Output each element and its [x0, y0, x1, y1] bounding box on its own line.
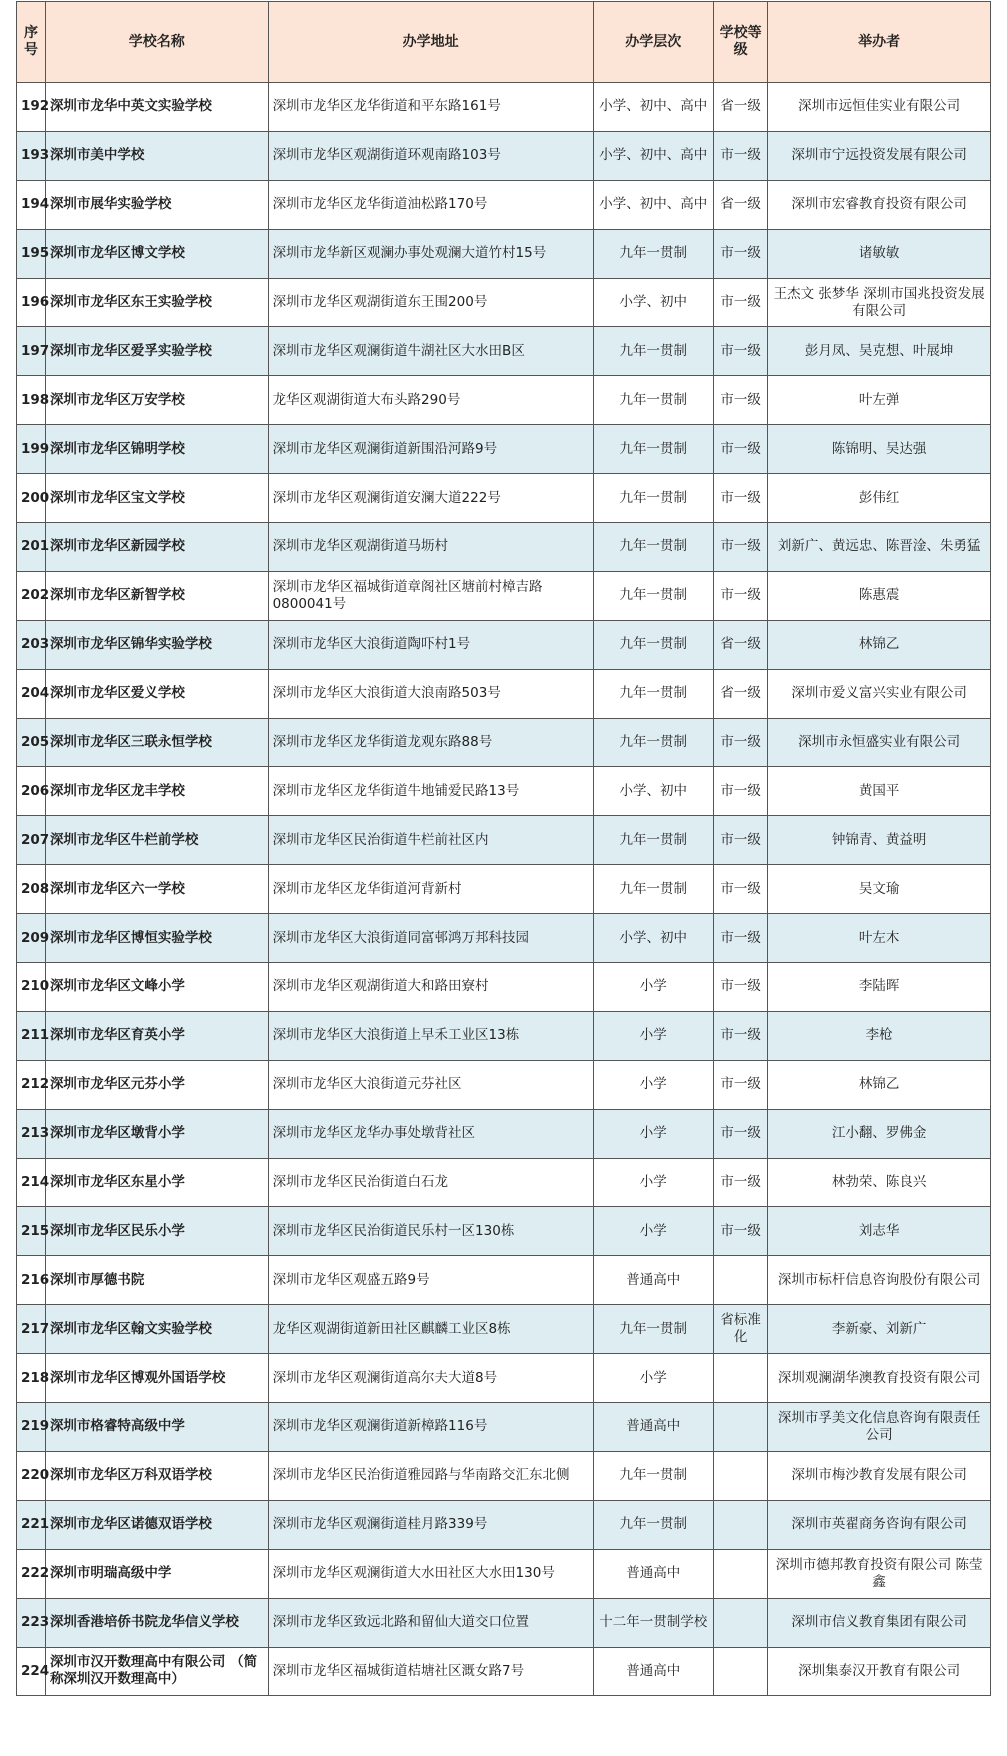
header-grade: 学校等级: [713, 2, 768, 83]
school-level: 小学、初中: [593, 278, 713, 327]
school-organizer: 深圳市梅沙教育发展有限公司: [768, 1451, 991, 1500]
table-row: [17, 1011, 991, 1060]
table-row: [17, 1500, 991, 1549]
row-number: 224: [17, 1647, 46, 1696]
school-name: 深圳市龙华区三联永恒学校: [45, 718, 268, 767]
school-address: 深圳市龙华区大浪街道大浪南路503号: [268, 669, 593, 718]
school-organizer: 深圳观澜湖华澳教育投资有限公司: [768, 1354, 991, 1403]
school-address: 深圳市龙华区观湖街道东王围200号: [268, 278, 593, 327]
row-number: 201: [17, 523, 46, 572]
school-grade: [713, 1598, 768, 1647]
table-row: [17, 83, 991, 132]
table-row: [17, 963, 991, 1012]
school-address: 深圳市龙华区龙华街道牛地铺爱民路13号: [268, 767, 593, 816]
school-level: 小学: [593, 963, 713, 1012]
school-grade: [713, 1647, 768, 1696]
school-name: 深圳市龙华区牛栏前学校: [45, 816, 268, 865]
school-address: 深圳市龙华区龙华街道龙观东路88号: [268, 718, 593, 767]
row-number: 215: [17, 1207, 46, 1256]
school-address: 深圳市龙华区观澜街道桂月路339号: [268, 1500, 593, 1549]
school-level: 九年一贯制: [593, 425, 713, 474]
school-address: 深圳市龙华区大浪街道上早禾工业区13栋: [268, 1011, 593, 1060]
row-number: 207: [17, 816, 46, 865]
school-level: 九年一贯制: [593, 1451, 713, 1500]
school-grade: 市一级: [713, 767, 768, 816]
header-name: 学校名称: [45, 2, 268, 83]
row-number: 210: [17, 963, 46, 1012]
school-organizer: 李陆晖: [768, 963, 991, 1012]
school-grade: 市一级: [713, 1207, 768, 1256]
school-organizer: 深圳市英翟商务咨询有限公司: [768, 1500, 991, 1549]
school-address: 深圳市龙华新区观澜办事处观澜大道竹村15号: [268, 229, 593, 278]
school-address: 深圳市龙华区观盛五路9号: [268, 1256, 593, 1305]
row-number: 216: [17, 1256, 46, 1305]
school-grade: 市一级: [713, 278, 768, 327]
school-address: 深圳市龙华区致远北路和留仙大道交口位置: [268, 1598, 593, 1647]
row-number: 208: [17, 865, 46, 914]
school-level: 九年一贯制: [593, 669, 713, 718]
school-level: 小学: [593, 1011, 713, 1060]
row-number: 220: [17, 1451, 46, 1500]
school-level: 小学、初中: [593, 767, 713, 816]
school-grade: 市一级: [713, 914, 768, 963]
row-number: 193: [17, 131, 46, 180]
school-name: 深圳市龙华区元芬小学: [45, 1060, 268, 1109]
school-grade: 省标准化: [713, 1305, 768, 1354]
school-grade: [713, 1256, 768, 1305]
school-organizer: 林锦乙: [768, 620, 991, 669]
school-organizer: 深圳市信义教育集团有限公司: [768, 1598, 991, 1647]
table-row: [17, 1109, 991, 1158]
school-grade: 省一级: [713, 83, 768, 132]
row-number: 223: [17, 1598, 46, 1647]
table-row: [17, 1598, 991, 1647]
school-name: 深圳市龙华区万科双语学校: [45, 1451, 268, 1500]
school-level: 九年一贯制: [593, 327, 713, 376]
school-name: 深圳市龙华区新园学校: [45, 523, 268, 572]
school-organizer: 叶左木: [768, 914, 991, 963]
school-level: 九年一贯制: [593, 229, 713, 278]
school-name: 深圳市龙华区龙丰学校: [45, 767, 268, 816]
table-row: [17, 669, 991, 718]
school-level: 普通高中: [593, 1647, 713, 1696]
school-level: 小学: [593, 1354, 713, 1403]
school-level: 小学、初中: [593, 914, 713, 963]
school-name: 深圳市龙华区翰文实验学校: [45, 1305, 268, 1354]
school-level: 小学: [593, 1109, 713, 1158]
table-row: [17, 1403, 991, 1452]
school-organizer: 深圳市孚美文化信息咨询有限责任公司: [768, 1403, 991, 1452]
school-organizer: 江小翻、罗佛金: [768, 1109, 991, 1158]
school-organizer: 叶左弹: [768, 376, 991, 425]
table-row: [17, 1158, 991, 1207]
row-number: 221: [17, 1500, 46, 1549]
school-level: 九年一贯制: [593, 620, 713, 669]
school-organizer: 吴文瑜: [768, 865, 991, 914]
school-address: 深圳市龙华区观澜街道高尔夫大道8号: [268, 1354, 593, 1403]
school-level: 九年一贯制: [593, 523, 713, 572]
table-row: [17, 425, 991, 474]
school-level: 小学: [593, 1207, 713, 1256]
school-address: 深圳市龙华区观湖街道大和路田寮村: [268, 963, 593, 1012]
school-name: 深圳市展华实验学校: [45, 180, 268, 229]
school-organizer: 深圳市宏睿教育投资有限公司: [768, 180, 991, 229]
school-grade: 市一级: [713, 963, 768, 1012]
header-level: 办学层次: [593, 2, 713, 83]
school-address: 深圳市龙华区观澜街道牛湖社区大水田B区: [268, 327, 593, 376]
row-number: 197: [17, 327, 46, 376]
row-number: 218: [17, 1354, 46, 1403]
row-number: 203: [17, 620, 46, 669]
table-row: [17, 816, 991, 865]
school-name: 深圳市龙华区文峰小学: [45, 963, 268, 1012]
table-row: [17, 278, 991, 327]
table-row: [17, 620, 991, 669]
school-name: 深圳市龙华区六一学校: [45, 865, 268, 914]
table-row: [17, 1647, 991, 1696]
school-level: 九年一贯制: [593, 1500, 713, 1549]
school-organizer: 李新豪、刘新广: [768, 1305, 991, 1354]
school-name: 深圳市美中学校: [45, 131, 268, 180]
row-number: 219: [17, 1403, 46, 1452]
school-address: 深圳市龙华区龙华街道油松路170号: [268, 180, 593, 229]
school-level: 普通高中: [593, 1403, 713, 1452]
table-row: [17, 767, 991, 816]
school-grade: 市一级: [713, 1109, 768, 1158]
school-level: 九年一贯制: [593, 376, 713, 425]
header-organizer: 举办者: [768, 2, 991, 83]
table-row: [17, 376, 991, 425]
school-organizer: 深圳市爱义富兴实业有限公司: [768, 669, 991, 718]
table-row: [17, 1354, 991, 1403]
school-grade: 市一级: [713, 523, 768, 572]
school-level: 小学、初中、高中: [593, 131, 713, 180]
school-organizer: 陈惠震: [768, 571, 991, 620]
school-organizer: 深圳集泰汉开教育有限公司: [768, 1647, 991, 1696]
school-organizer: 钟锦青、黄益明: [768, 816, 991, 865]
school-address: 深圳市龙华区观湖街道马坜村: [268, 523, 593, 572]
row-number: 192: [17, 83, 46, 132]
school-grade: 市一级: [713, 474, 768, 523]
school-grade: 市一级: [713, 376, 768, 425]
table-row: [17, 571, 991, 620]
row-number: 202: [17, 571, 46, 620]
table-row: [17, 131, 991, 180]
row-number: 195: [17, 229, 46, 278]
school-grade: 市一级: [713, 1060, 768, 1109]
school-organizer: 陈锦明、吴达强: [768, 425, 991, 474]
table-row: [17, 914, 991, 963]
school-address: 深圳市龙华区观湖街道环观南路103号: [268, 131, 593, 180]
school-grade: [713, 1451, 768, 1500]
school-organizer: 黄国平: [768, 767, 991, 816]
table-row: [17, 865, 991, 914]
school-grade: [713, 1403, 768, 1452]
school-name: 深圳市龙华区博观外国语学校: [45, 1354, 268, 1403]
school-name: 深圳市龙华中英文实验学校: [45, 83, 268, 132]
school-grade: 市一级: [713, 1011, 768, 1060]
school-level: 普通高中: [593, 1256, 713, 1305]
school-organizer: 诸敏敏: [768, 229, 991, 278]
school-level: 小学: [593, 1060, 713, 1109]
row-number: 209: [17, 914, 46, 963]
row-number: 198: [17, 376, 46, 425]
school-grade: 省一级: [713, 620, 768, 669]
row-number: 204: [17, 669, 46, 718]
school-address: 深圳市龙华区观澜街道新围沿河路9号: [268, 425, 593, 474]
row-number: 214: [17, 1158, 46, 1207]
table-row: [17, 1256, 991, 1305]
school-address: 龙华区观湖街道大布头路290号: [268, 376, 593, 425]
school-organizer: 王杰文 张梦华 深圳市国兆投资发展有限公司: [768, 278, 991, 327]
school-organizer: 彭伟红: [768, 474, 991, 523]
school-name: 深圳市明瑞高级中学: [45, 1549, 268, 1598]
school-level: 九年一贯制: [593, 474, 713, 523]
school-address: 深圳市龙华区大浪街道元芬社区: [268, 1060, 593, 1109]
school-name: 深圳市龙华区博恒实验学校: [45, 914, 268, 963]
school-grade: 省一级: [713, 669, 768, 718]
school-level: 九年一贯制: [593, 1305, 713, 1354]
school-grade: 省一级: [713, 180, 768, 229]
school-address: 龙华区观湖街道新田社区麒麟工业区8栋: [268, 1305, 593, 1354]
school-grade: 市一级: [713, 327, 768, 376]
school-grade: [713, 1549, 768, 1598]
table-row: [17, 180, 991, 229]
table-row: [17, 1305, 991, 1354]
school-organizer: 刘新广、黄远忠、陈晋淦、朱勇猛: [768, 523, 991, 572]
school-organizer: 深圳市德邦教育投资有限公司 陈莹鑫: [768, 1549, 991, 1598]
school-grade: 市一级: [713, 865, 768, 914]
header-address: 办学地址: [268, 2, 593, 83]
school-name: 深圳香港培侨书院龙华信义学校: [45, 1598, 268, 1647]
school-organizer: 林勃荣、陈良兴: [768, 1158, 991, 1207]
school-organizer: 深圳市标杆信息咨询股份有限公司: [768, 1256, 991, 1305]
school-level: 九年一贯制: [593, 571, 713, 620]
school-organizer: 彭月凤、吴克想、叶展坤: [768, 327, 991, 376]
school-address: 深圳市龙华区观澜街道新樟路116号: [268, 1403, 593, 1452]
school-address: 深圳市龙华区民治街道白石龙: [268, 1158, 593, 1207]
school-level: 九年一贯制: [593, 865, 713, 914]
school-level: 小学、初中、高中: [593, 83, 713, 132]
school-grade: [713, 1500, 768, 1549]
table-row: [17, 327, 991, 376]
school-address: 深圳市龙华区福城街道桔塘社区溉女路7号: [268, 1647, 593, 1696]
school-name: 深圳市龙华区墩背小学: [45, 1109, 268, 1158]
school-name: 深圳市厚德书院: [45, 1256, 268, 1305]
school-level: 九年一贯制: [593, 816, 713, 865]
school-address: 深圳市龙华区大浪街道同富邨鸿万邦科技园: [268, 914, 593, 963]
table-row: [17, 229, 991, 278]
school-name: 深圳市龙华区爱孚实验学校: [45, 327, 268, 376]
school-organizer: 刘志华: [768, 1207, 991, 1256]
school-grade: 市一级: [713, 816, 768, 865]
table-row: [17, 718, 991, 767]
school-grade: 市一级: [713, 571, 768, 620]
table-row: [17, 1207, 991, 1256]
table-row: [17, 1549, 991, 1598]
school-address: 深圳市龙华区民治街道民乐村一区130栋: [268, 1207, 593, 1256]
school-organizer: 深圳市宁远投资发展有限公司: [768, 131, 991, 180]
school-organizer: 深圳市远恒佳实业有限公司: [768, 83, 991, 132]
table-row: [17, 1451, 991, 1500]
school-name: 深圳市龙华区诺德双语学校: [45, 1500, 268, 1549]
table-row: [17, 474, 991, 523]
row-number: 200: [17, 474, 46, 523]
school-organizer: 深圳市永恒盛实业有限公司: [768, 718, 991, 767]
row-number: 206: [17, 767, 46, 816]
school-name: 深圳市龙华区民乐小学: [45, 1207, 268, 1256]
table-row: [17, 1060, 991, 1109]
row-number: 217: [17, 1305, 46, 1354]
row-number: 222: [17, 1549, 46, 1598]
school-address: 深圳市龙华区民治街道雅园路与华南路交汇东北侧: [268, 1451, 593, 1500]
school-address: 深圳市龙华区龙华街道和平东路161号: [268, 83, 593, 132]
school-name: 深圳市龙华区爱义学校: [45, 669, 268, 718]
school-name: 深圳市龙华区万安学校: [45, 376, 268, 425]
school-address: 深圳市龙华区民治街道牛栏前社区内: [268, 816, 593, 865]
row-number: 205: [17, 718, 46, 767]
school-level: 小学: [593, 1158, 713, 1207]
school-address: 深圳市龙华区龙华办事处墩背社区: [268, 1109, 593, 1158]
school-grade: 市一级: [713, 131, 768, 180]
school-name: 深圳市龙华区锦华实验学校: [45, 620, 268, 669]
school-grade: 市一级: [713, 229, 768, 278]
school-name: 深圳市龙华区宝文学校: [45, 474, 268, 523]
school-grade: 市一级: [713, 425, 768, 474]
school-address: 深圳市龙华区观澜街道大水田社区大水田130号: [268, 1549, 593, 1598]
table-body: [17, 83, 991, 1696]
school-level: 普通高中: [593, 1549, 713, 1598]
school-address: 深圳市龙华区观澜街道安澜大道222号: [268, 474, 593, 523]
school-organizer: 林锦乙: [768, 1060, 991, 1109]
school-level: 九年一贯制: [593, 718, 713, 767]
school-name: 深圳市汉开数理高中有限公司 （简称深圳汉开数理高中）: [45, 1647, 268, 1696]
school-name: 深圳市龙华区育英小学: [45, 1011, 268, 1060]
school-address: 深圳市龙华区福城街道章阁社区塘前村樟吉路0800041号: [268, 571, 593, 620]
school-grade: 市一级: [713, 1158, 768, 1207]
school-name: 深圳市龙华区新智学校: [45, 571, 268, 620]
school-name: 深圳市龙华区锦明学校: [45, 425, 268, 474]
row-number: 211: [17, 1011, 46, 1060]
school-address: 深圳市龙华区大浪街道陶吓村1号: [268, 620, 593, 669]
school-name: 深圳市龙华区东星小学: [45, 1158, 268, 1207]
school-grade: [713, 1354, 768, 1403]
row-number: 199: [17, 425, 46, 474]
row-number: 194: [17, 180, 46, 229]
school-table: [16, 1, 991, 1696]
school-name: 深圳市龙华区东王实验学校: [45, 278, 268, 327]
header-no: 序号: [17, 2, 46, 83]
school-name: 深圳市龙华区博文学校: [45, 229, 268, 278]
school-grade: 市一级: [713, 718, 768, 767]
school-address: 深圳市龙华区龙华街道河背新村: [268, 865, 593, 914]
school-organizer: 李枪: [768, 1011, 991, 1060]
row-number: 196: [17, 278, 46, 327]
school-level: 小学、初中、高中: [593, 180, 713, 229]
row-number: 213: [17, 1109, 46, 1158]
school-level: 十二年一贯制学校: [593, 1598, 713, 1647]
row-number: 212: [17, 1060, 46, 1109]
table-row: [17, 523, 991, 572]
table-header: [17, 2, 991, 83]
school-name: 深圳市格睿特高级中学: [45, 1403, 268, 1452]
